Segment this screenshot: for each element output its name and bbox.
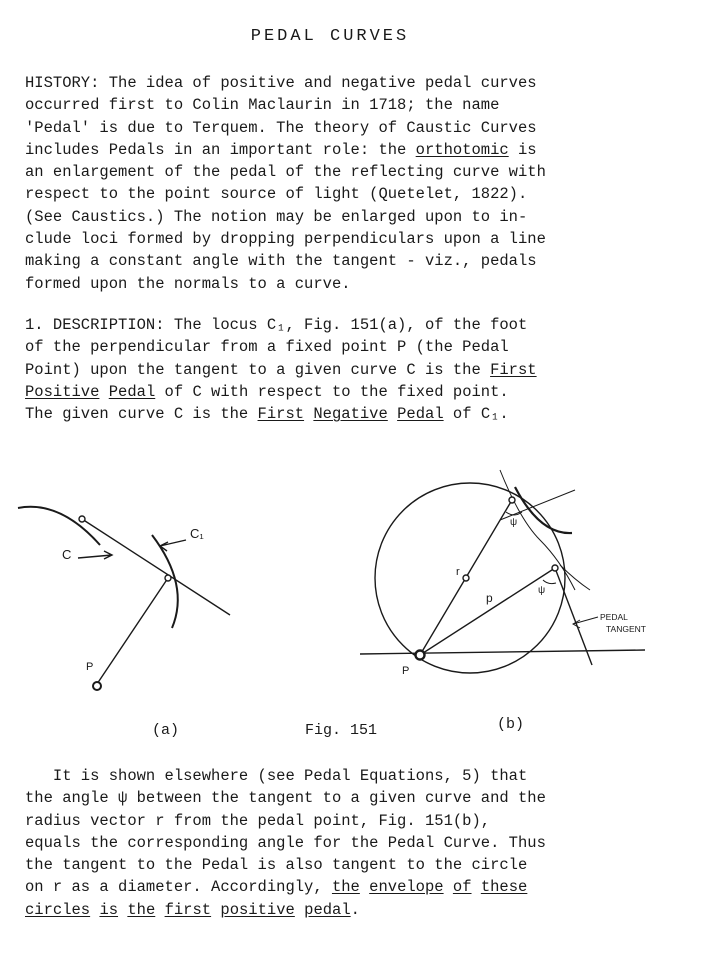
line-text: on r as a diameter. Accordingly, [25,878,332,897]
page-title: PEDAL CURVES [250,27,410,46]
underlined-term: the [127,900,156,919]
line-text [118,901,127,919]
circle-center [463,575,469,581]
given-curve-b [515,487,572,533]
line-text [388,405,397,423]
body-line [25,899,546,921]
description-line [25,359,537,381]
underlined-term: orthotomic [415,140,509,159]
history-line: (See Caustics.) The notion may be enlarged upon to in- [25,207,528,226]
underlined-term: Positive [25,382,100,401]
label-c1: C₁ [190,526,204,541]
circle-on-r [375,483,565,673]
line-text [304,405,313,423]
history-line: formed upon the normals to a curve. [25,274,351,293]
underlined-term: positive [220,900,295,919]
line-text: includes Pedals in an important role: the [25,140,416,159]
underlined-term: envelope [369,878,444,897]
caption-fig: Fig. 151 [305,722,378,739]
line-text: of C₁. [443,405,509,424]
tangent-point-a [79,516,85,522]
label-pedal-tangent-1: PEDAL [600,612,628,622]
perpendicular-p [420,568,555,655]
history-line: making a constant angle with the tangent - viz., pedals [25,252,537,271]
curve-c [18,507,100,545]
description-line: of the perpendicular from a fixed point P (the Pedal [25,338,509,357]
history-paragraph [25,72,546,295]
underlined-term: is [99,900,119,919]
arrow-c1 [160,540,186,551]
description-line [25,381,537,403]
label-psi-mid: ψ [538,585,546,596]
label-p-a: P [86,661,94,673]
underlined-term: Pedal [108,382,156,401]
history-line: respect to the point source of light (Quetelet, 1822). [25,185,528,204]
history-line: an enlargement of the pedal of the reflecting curve with [25,163,546,182]
body-line: the angle ψ between the tangent to a given curve and the [25,789,546,808]
baseline-tangent [360,650,645,654]
line-text [360,878,369,896]
label-r: r [456,566,460,578]
history-line: 'Pedal' is due to Terquem. The theory of Caustic Curves [25,118,537,137]
body-line: It is shown elsewhere (see Pedal Equations, 5) that [25,767,528,785]
underlined-term: First [490,360,537,379]
figure-b [360,470,645,673]
line-text [472,878,481,896]
body-line: equals the corresponding angle for the Pedal Curve. Thus [25,833,546,852]
description-line: 1. DESCRIPTION: The locus C₁, Fig. 151(a), of the foot [25,316,528,334]
line-text [295,901,304,919]
underlined-term: of [452,878,472,897]
line-text [99,383,108,401]
pedal-point-b [416,651,425,660]
line-text: . [350,900,360,919]
point-top [509,497,515,503]
pedal-curve-b [500,470,575,590]
body-line: radius vector r from the pedal point, Fig. 151(b), [25,811,491,830]
underlined-term: first [164,900,212,919]
underlined-term: pedal [304,900,351,919]
underlined-term: circles [25,900,91,919]
foot-point-a [165,575,171,581]
history-line: clude loci formed by dropping perpendiculars upon a line [25,230,546,249]
underlined-term: Pedal [397,405,444,424]
label-p-b: P [402,665,410,677]
perpendicular-a [97,578,168,684]
description-line [25,403,537,425]
angle-mark-mid [543,580,556,584]
label-c: C [62,547,72,562]
line-text [444,878,453,896]
arrow-c [78,551,112,559]
line-text: is [508,140,537,159]
description-paragraph [25,314,537,425]
body-line: the tangent to the Pedal is also tangent to the circle [25,856,528,875]
history-line: occurred first to Colin Maclaurin in 1718; the name [25,96,500,115]
line-text: Point) upon the tangent to a given curve C is the [25,360,491,379]
label-pedal-tangent-2: TANGENT [606,624,646,634]
label-psi-top: ψ [510,517,518,528]
pedal-tangent-arrow [573,617,598,628]
underlined-term: the [331,878,360,897]
line-text: of C with respect to the fixed point. [155,382,509,401]
history-line [25,139,546,161]
label-p-line: p [486,591,493,605]
caption-b: (b) [497,716,525,733]
tangent-line-a [82,519,230,615]
body-line [25,876,546,898]
line-text [211,901,220,919]
pedal-point-a [93,682,101,690]
underlined-term: these [480,878,528,897]
caption-a: (a) [152,722,180,739]
underlined-term: Negative [313,405,388,424]
underlined-term: First [257,405,305,424]
history-line: HISTORY: The idea of positive and negative pedal curves [25,74,537,92]
line-text [155,901,164,919]
figure-151 [0,455,701,700]
line-text: The given curve C is the [25,405,258,424]
tangent-b [500,490,575,520]
point-foot [552,565,558,571]
body-paragraph [25,765,546,921]
